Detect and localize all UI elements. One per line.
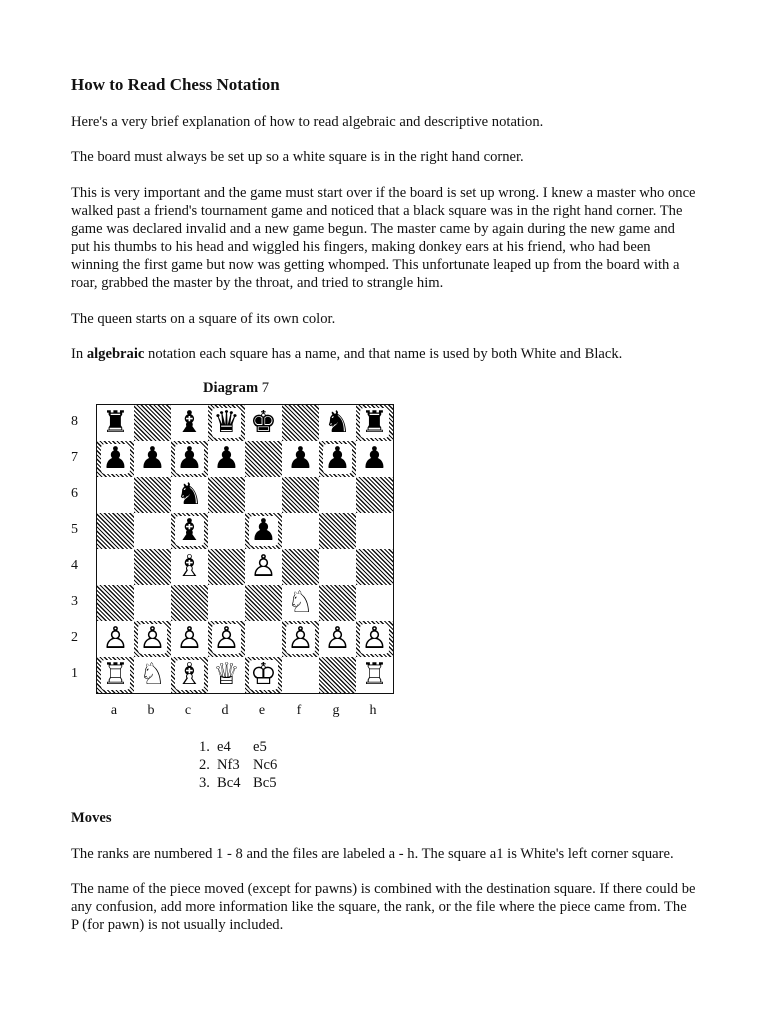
chess-piece-icon: ♟ [361, 441, 388, 476]
chess-piece-icon: ♟ [102, 441, 129, 476]
square-d6 [208, 477, 245, 513]
chess-piece-icon: ♟ [287, 441, 314, 476]
chess-piece-icon: ♘ [139, 657, 166, 692]
chess-piece-icon: ♟ [139, 441, 166, 476]
square-g3 [319, 585, 356, 621]
square-b6 [134, 477, 171, 513]
chess-piece-icon: ♙ [176, 621, 203, 656]
square-d3 [208, 585, 245, 621]
square-h1 [356, 657, 393, 693]
square-f6 [282, 477, 319, 513]
square-f5 [282, 513, 319, 549]
white-move: e4 [217, 739, 231, 755]
chess-piece-icon: ♝ [176, 405, 203, 440]
chess-piece-icon: ♙ [287, 621, 314, 656]
diagram-caption [203, 380, 269, 397]
square-g8 [319, 405, 356, 441]
chess-piece-icon: ♞ [324, 405, 351, 440]
diagram-caption-number: 7 [261, 380, 270, 396]
rank-label: 6 [71, 486, 78, 501]
move-list [199, 738, 277, 792]
page-title: How to Read Chess Notation [71, 75, 280, 94]
square-h8 [356, 405, 393, 441]
chess-piece-icon: ♟ [324, 441, 351, 476]
square-b1 [134, 657, 171, 693]
square-d5 [208, 513, 245, 549]
move-number: 3. [199, 775, 210, 791]
square-e7 [245, 441, 282, 477]
square-f7 [282, 441, 319, 477]
square-g2 [319, 621, 356, 657]
chess-piece-icon: ♙ [139, 621, 166, 656]
square-d1 [208, 657, 245, 693]
file-label: d [221, 703, 229, 718]
chess-piece-icon: ♙ [324, 621, 351, 656]
algebraic-term: algebraic [86, 346, 145, 362]
square-h4 [356, 549, 393, 585]
square-a6 [97, 477, 134, 513]
square-d4 [208, 549, 245, 585]
chess-piece-icon: ♖ [102, 657, 129, 692]
board-setup-paragraph: The board must always be set up so a white square is in the right hand corner. [71, 149, 524, 165]
algebraic-intro-text: In [71, 346, 87, 362]
square-h2 [356, 621, 393, 657]
square-f1 [282, 657, 319, 693]
chess-piece-icon: ♛ [213, 405, 240, 440]
square-c8 [171, 405, 208, 441]
file-label: f [296, 703, 302, 718]
black-move: Bc5 [253, 775, 277, 791]
square-g6 [319, 477, 356, 513]
file-label: a [110, 703, 118, 718]
square-g4 [319, 549, 356, 585]
square-g7 [319, 441, 356, 477]
move-number: 2. [199, 757, 210, 773]
anecdote-paragraph: This is very important and the game must start over if the board is set up wrong. I knew a master who once walked past a friend's tournament game and noticed that a black square was in the right hand corner. The game was declared invalid and a new game begun. The master came by again during the new game and put his thumbs to his head and wiggled his fingers, making donkey ears at his friend, who had been winning the first game but now was getting whomped. This unfortunate leaped up from the board with a roar, grabbed the master by the throat, and tried to strangle him. [71, 185, 696, 291]
chess-piece-icon: ♙ [213, 621, 240, 656]
square-a3 [97, 585, 134, 621]
intro-paragraph: Here's a very brief explanation of how to read algebraic and descriptive notation. [71, 114, 544, 130]
square-g5 [319, 513, 356, 549]
square-d7 [208, 441, 245, 477]
rank-label: 3 [71, 594, 78, 609]
square-b8 [134, 405, 171, 441]
square-b7 [134, 441, 171, 477]
move-number: 1. [199, 739, 210, 755]
square-a7 [97, 441, 134, 477]
chess-piece-icon: ♗ [176, 549, 203, 584]
square-a4 [97, 549, 134, 585]
square-f2 [282, 621, 319, 657]
square-g1 [319, 657, 356, 693]
square-e3 [245, 585, 282, 621]
square-e5 [245, 513, 282, 549]
piece-naming-paragraph: The name of the piece moved (except for pawns) is combined with the destination square. If there could be any confusion, add more information like the square, the rank, or the file where the piece came from. The P (for pawn) is not usually included. [71, 881, 696, 933]
square-e8 [245, 405, 282, 441]
diagram-caption-label: Diagram [203, 380, 259, 396]
chess-piece-icon: ♞ [176, 477, 203, 512]
square-d2 [208, 621, 245, 657]
chess-piece-icon: ♟ [213, 441, 240, 476]
chess-piece-icon: ♘ [287, 585, 314, 620]
algebraic-paragraph [71, 345, 701, 363]
file-label: h [369, 703, 377, 718]
rank-label: 4 [71, 558, 78, 573]
square-b5 [134, 513, 171, 549]
moves-heading: Moves [71, 810, 112, 826]
file-label: b [147, 703, 155, 718]
square-e4 [245, 549, 282, 585]
chess-piece-icon: ♝ [176, 513, 203, 548]
square-a1 [97, 657, 134, 693]
square-h7 [356, 441, 393, 477]
square-c4 [171, 549, 208, 585]
chess-piece-icon: ♖ [361, 657, 388, 692]
white-move: Nf3 [217, 757, 240, 773]
rank-label: 2 [71, 630, 78, 645]
file-label: g [332, 703, 340, 718]
chess-piece-icon: ♟ [176, 441, 203, 476]
square-c6 [171, 477, 208, 513]
square-f4 [282, 549, 319, 585]
file-label: e [258, 703, 266, 718]
square-h3 [356, 585, 393, 621]
square-a5 [97, 513, 134, 549]
square-a2 [97, 621, 134, 657]
queen-paragraph: The queen starts on a square of its own color. [71, 311, 336, 327]
chess-piece-icon: ♟ [250, 513, 277, 548]
black-move: e5 [253, 739, 267, 755]
chess-piece-icon: ♙ [361, 621, 388, 656]
square-f3 [282, 585, 319, 621]
square-c3 [171, 585, 208, 621]
square-h5 [356, 513, 393, 549]
chess-piece-icon: ♜ [102, 405, 129, 440]
square-c5 [171, 513, 208, 549]
square-a8 [97, 405, 134, 441]
black-move: Nc6 [253, 757, 278, 773]
square-b3 [134, 585, 171, 621]
move-row [199, 774, 277, 792]
move-row [199, 738, 277, 756]
square-c1 [171, 657, 208, 693]
rank-label: 5 [71, 522, 78, 537]
chess-piece-icon: ♙ [250, 549, 277, 584]
square-d8 [208, 405, 245, 441]
square-e2 [245, 621, 282, 657]
square-b2 [134, 621, 171, 657]
chess-piece-icon: ♔ [250, 657, 277, 692]
ranks-files-paragraph: The ranks are numbered 1 - 8 and the files are labeled a - h. The square a1 is White's left corner square. [71, 846, 674, 862]
chess-piece-icon: ♜ [361, 405, 388, 440]
square-h6 [356, 477, 393, 513]
algebraic-rest-text: notation each square has a name, and that name is used by both White and Black. [144, 346, 623, 362]
rank-label: 1 [71, 666, 78, 681]
rank-label: 8 [71, 414, 78, 429]
chess-piece-icon: ♗ [176, 657, 203, 692]
square-e1 [245, 657, 282, 693]
square-f8 [282, 405, 319, 441]
chess-piece-icon: ♕ [213, 657, 240, 692]
square-c7 [171, 441, 208, 477]
square-c2 [171, 621, 208, 657]
file-label: c [184, 703, 192, 718]
square-b4 [134, 549, 171, 585]
chess-piece-icon: ♙ [102, 621, 129, 656]
rank-label: 7 [71, 450, 78, 465]
square-e6 [245, 477, 282, 513]
white-move: Bc4 [217, 775, 241, 791]
chess-piece-icon: ♚ [250, 405, 277, 440]
move-row [199, 756, 277, 774]
chess-board-diagram [96, 404, 394, 694]
